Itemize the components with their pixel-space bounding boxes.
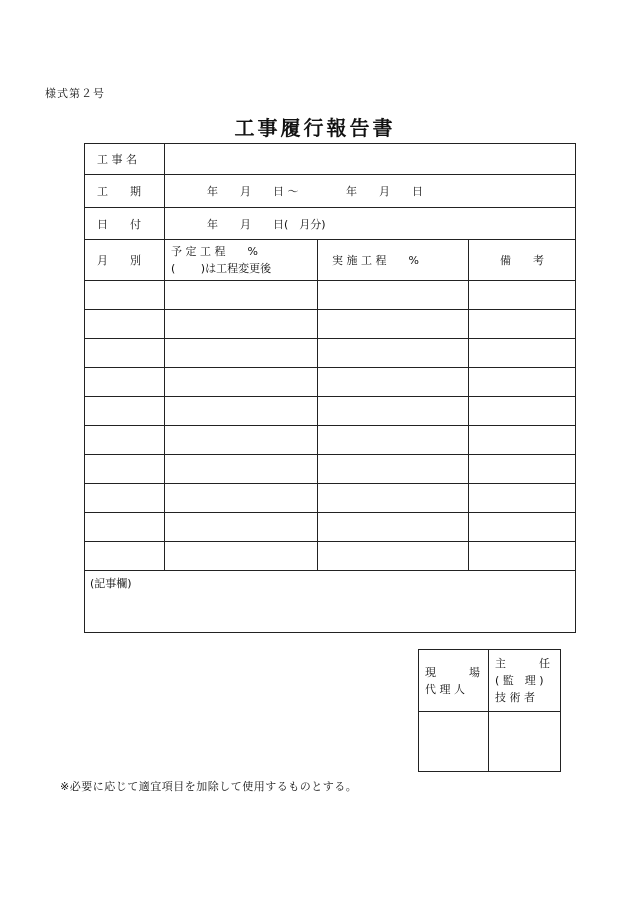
site-agent-label-line1: 現 場 [425, 665, 480, 679]
actual-cell[interactable] [318, 484, 469, 513]
remarks-cell[interactable] [469, 368, 576, 397]
date-label: 日 付 [85, 208, 165, 240]
month-column-header: 月 別 [85, 240, 165, 281]
period-label: 工 期 [85, 175, 165, 208]
site-agent-label-line2: 代 理 人 [425, 682, 465, 696]
chief-engineer-header [489, 650, 561, 712]
table-row [85, 339, 576, 368]
month-cell[interactable] [85, 455, 165, 484]
project-name-field[interactable] [165, 144, 576, 175]
report-table [84, 143, 576, 633]
month-cell[interactable] [85, 281, 165, 310]
remarks-cell[interactable] [469, 513, 576, 542]
planned-cell[interactable] [165, 542, 318, 571]
planned-cell[interactable] [165, 368, 318, 397]
notes-label: (記事欄) [90, 577, 132, 590]
remarks-cell[interactable] [469, 426, 576, 455]
planned-cell[interactable] [165, 484, 318, 513]
actual-cell[interactable] [318, 368, 469, 397]
document-title: 工事履行報告書 [234, 116, 396, 140]
remarks-cell[interactable] [469, 455, 576, 484]
approval-header-row [419, 650, 561, 712]
footnote: ※必要に応じて適宜項目を加除して使用するものとする。 [60, 780, 358, 793]
remarks-cell[interactable] [469, 397, 576, 426]
table-row [85, 426, 576, 455]
actual-cell[interactable] [318, 339, 469, 368]
actual-cell[interactable] [318, 310, 469, 339]
period-field[interactable]: 年 月 日 ～ 年 月 日 [165, 175, 576, 208]
month-cell[interactable] [85, 368, 165, 397]
planned-cell[interactable] [165, 513, 318, 542]
actual-cell[interactable] [318, 397, 469, 426]
table-row [85, 368, 576, 397]
notes-row [85, 571, 576, 633]
month-cell[interactable] [85, 542, 165, 571]
planned-progress-note: ( )は工程変更後 [171, 262, 272, 275]
planned-cell[interactable] [165, 426, 318, 455]
remarks-cell[interactable] [469, 339, 576, 368]
chief-engineer-label-line1: 主 任 [495, 657, 550, 670]
month-cell[interactable] [85, 397, 165, 426]
planned-cell[interactable] [165, 310, 318, 339]
table-row [85, 397, 576, 426]
actual-cell[interactable] [318, 455, 469, 484]
actual-cell[interactable] [318, 513, 469, 542]
table-row [85, 513, 576, 542]
project-name-row [85, 144, 576, 175]
site-agent-seal-field[interactable] [419, 712, 489, 772]
planned-cell[interactable] [165, 397, 318, 426]
date-field[interactable]: 年 月 日( 月分) [165, 208, 576, 240]
approval-seal-row [419, 712, 561, 772]
month-cell[interactable] [85, 339, 165, 368]
table-row [85, 310, 576, 339]
period-row [85, 175, 576, 208]
project-name-label: 工 事 名 [85, 144, 165, 175]
actual-cell[interactable] [318, 542, 469, 571]
approval-box [418, 649, 561, 772]
chief-engineer-seal-field[interactable] [489, 712, 561, 772]
site-agent-header [419, 650, 489, 712]
remarks-cell[interactable] [469, 542, 576, 571]
planned-cell[interactable] [165, 281, 318, 310]
remarks-cell[interactable] [469, 281, 576, 310]
month-cell[interactable] [85, 310, 165, 339]
month-cell[interactable] [85, 426, 165, 455]
planned-cell[interactable] [165, 339, 318, 368]
actual-progress-header: 実 施 工 程 % [318, 240, 469, 281]
planned-progress-header [165, 240, 318, 281]
table-row [85, 281, 576, 310]
remarks-cell[interactable] [469, 484, 576, 513]
table-row [85, 542, 576, 571]
planned-progress-label: 予 定 工 程 % [171, 245, 258, 258]
form-number: 様式第２号 [45, 87, 105, 100]
actual-cell[interactable] [318, 426, 469, 455]
table-row [85, 484, 576, 513]
chief-engineer-label-line3: 技 術 者 [495, 691, 535, 704]
remarks-header: 備 考 [469, 240, 576, 281]
actual-cell[interactable] [318, 281, 469, 310]
planned-cell[interactable] [165, 455, 318, 484]
column-header-row [85, 240, 576, 281]
month-cell[interactable] [85, 484, 165, 513]
month-cell[interactable] [85, 513, 165, 542]
notes-field[interactable] [85, 571, 576, 633]
chief-engineer-label-line2: ( 監 理 ) [495, 674, 544, 687]
date-row [85, 208, 576, 240]
table-row [85, 455, 576, 484]
remarks-cell[interactable] [469, 310, 576, 339]
